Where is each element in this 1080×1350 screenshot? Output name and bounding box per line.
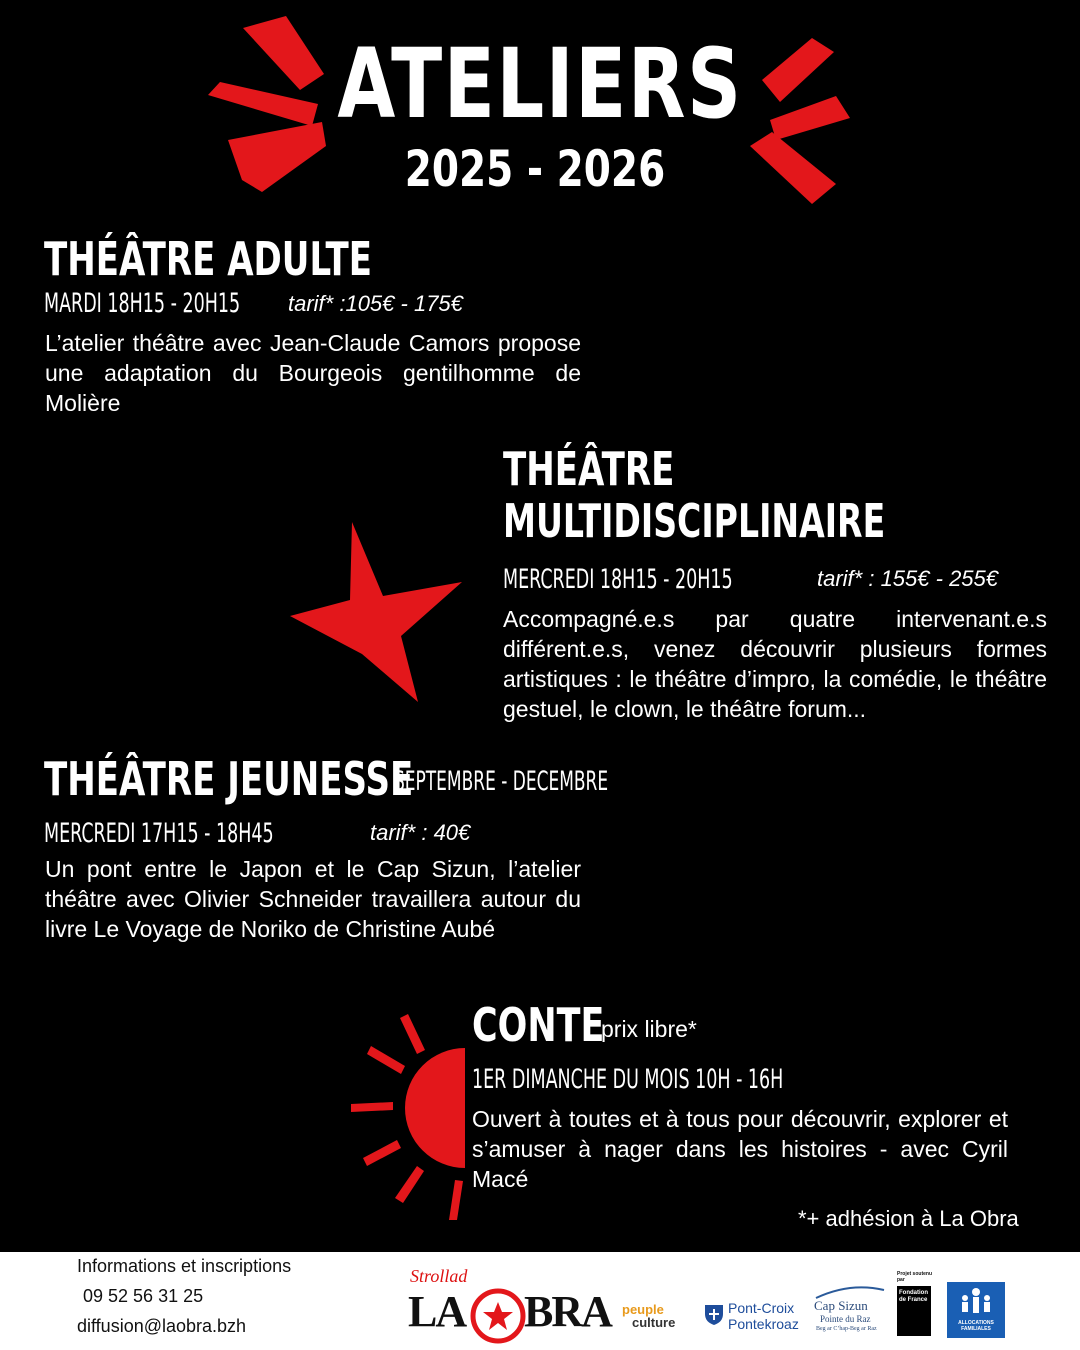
laobra-left-text: LA bbox=[408, 1287, 466, 1336]
footnote: *+ adhésion à La Obra bbox=[798, 1206, 1019, 1231]
fondation-box bbox=[897, 1286, 931, 1336]
workshop-schedule-conte: 1ER DIMANCHE DU MOIS 10H - 16H bbox=[472, 1064, 784, 1095]
workshop-description-conte: Ouvert à toutes et à tous pour découvrir, explorer et s’amuser à nager dans les histoires - avec Cyril Macé bbox=[472, 1106, 1008, 1192]
workshop-tarif-adulte: tarif* :105€ - 175€ bbox=[288, 291, 463, 316]
pont-croix-logo bbox=[704, 1300, 804, 1336]
page-title: ATELIERS bbox=[337, 28, 743, 140]
caf-logo bbox=[947, 1282, 1005, 1338]
cap-sizun-logo bbox=[812, 1284, 888, 1344]
caf-figures-icon bbox=[959, 1286, 993, 1316]
pointe-du-raz-text: Pointe du Raz bbox=[820, 1314, 871, 1324]
pont-croix-text: Pont-Croix bbox=[728, 1300, 795, 1316]
email-link[interactable]: diffusion@laobra.bzh bbox=[77, 1316, 247, 1336]
workshop-title-multi-line1: THÉÂTRE bbox=[503, 442, 675, 496]
fondation-text: Fondation de France bbox=[899, 1290, 928, 1303]
workshop-description-jeunesse: Un pont entre le Japon et le Cap Sizun, l’atelier théâtre avec Olivier Schneider travaillera autour du livre Le Voyage de Noriko de Christine Aubé bbox=[45, 856, 581, 942]
laobra-logo bbox=[408, 1264, 612, 1344]
fondation-de-france-logo bbox=[897, 1271, 933, 1336]
info-label: Informations et inscriptions bbox=[77, 1256, 292, 1276]
workshop-schedule-multi: MERCREDI 18H15 - 20H15 bbox=[503, 564, 733, 595]
workshop-tarif-jeunesse: tarif* : 40€ bbox=[370, 820, 471, 845]
workshop-period-jeunesse: SEPTEMBRE - DECEMBRE bbox=[394, 766, 609, 797]
projet-soutenu-text: Projet soutenu par bbox=[897, 1271, 933, 1283]
culture-text: culture bbox=[632, 1315, 676, 1330]
workshop-title-conte: CONTE bbox=[472, 998, 605, 1052]
workshop-tarif-multi: tarif* : 155€ - 255€ bbox=[817, 566, 999, 591]
strollad-text: Strollad bbox=[410, 1266, 468, 1286]
workshop-price-conte: prix libre* bbox=[601, 1016, 697, 1042]
laobra-right-text: BRA bbox=[524, 1287, 611, 1336]
star-icon bbox=[286, 516, 466, 706]
workshop-description-multi: Accompagné.e.s par quatre intervenant.e.s différent.e.s, venez découvrir plusieurs formes artistiques : le théâtre d’impro, la comédie, le théâtre gestuel, le clown, le théâtre forum... bbox=[503, 606, 1047, 722]
peuple-text: peuple bbox=[622, 1302, 664, 1317]
cap-sizun-breton-text: Beg ar C’hap-Beg ar Raz bbox=[816, 1326, 877, 1332]
cap-sizun-text: Cap Sizun bbox=[814, 1298, 868, 1313]
shield-icon bbox=[704, 1304, 724, 1326]
sun-icon bbox=[345, 1000, 475, 1220]
season-years: 2025 - 2026 bbox=[404, 140, 666, 198]
workshop-description-adulte: L’atelier théâtre avec Jean-Claude Camors propose une adaptation du Bourgeois gentilhomme de Molière bbox=[45, 330, 581, 416]
phone-number[interactable]: 09 52 56 31 25 bbox=[83, 1286, 204, 1306]
footer bbox=[0, 1252, 1080, 1350]
workshop-title-jeunesse: THÉÂTRE JEUNESSE bbox=[44, 752, 414, 806]
workshop-schedule-adulte: MARDI 18H15 - 20H15 bbox=[44, 288, 241, 319]
pontekroaz-text: Pontekroaz bbox=[728, 1316, 799, 1332]
caf-text: ALLOCATIONS FAMILIALES bbox=[958, 1320, 994, 1332]
workshop-schedule-jeunesse: MERCREDI 17H15 - 18H45 bbox=[44, 818, 274, 849]
workshop-title-adulte: THÉÂTRE ADULTE bbox=[44, 232, 372, 286]
laobra-star-circle-icon bbox=[468, 1278, 528, 1348]
peuple-culture-logo bbox=[622, 1302, 692, 1332]
workshop-title-multi-line2: MULTIDISCIPLINAIRE bbox=[503, 494, 886, 548]
